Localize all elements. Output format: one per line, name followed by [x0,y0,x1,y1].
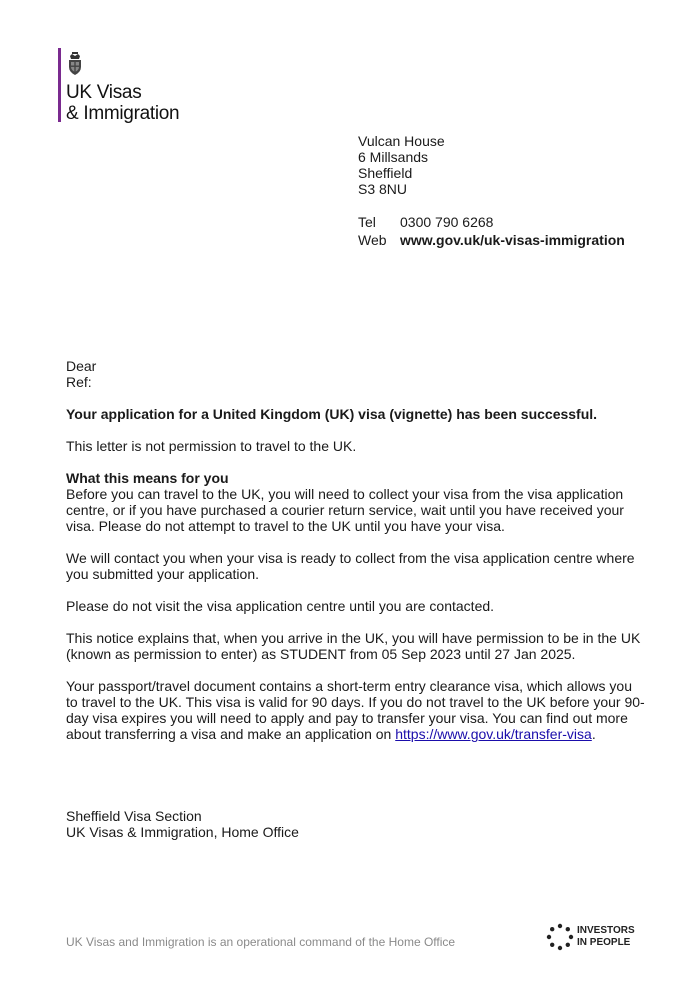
royal-crest-icon [67,52,83,76]
logo-wordmark [66,82,179,124]
investors-in-people-icon [546,923,574,951]
address-line: Vulcan House [358,133,445,149]
contact-paragraph: We will contact you when your visa is ready to collect from the visa application centre where you submitted your application. [66,550,635,582]
reference-label: Ref: [66,374,92,390]
passport-end: . [591,726,596,742]
what-section [66,470,646,534]
tel-label: Tel [358,214,376,230]
signature-block [66,808,299,840]
passport-paragraph [66,678,646,742]
iip-line-2: IN PEOPLE [577,937,631,948]
not-permission-notice: This letter is not permission to travel to the UK. [66,438,357,454]
passport-text: Your passport/travel document contains a short-term entry clearance visa, which allows you to travel to the UK. This visa is valid for 90 days. If you do not travel to the UK before your 90-day visa expires you will need to apply and pay to transfer your visa. You can find out more about transferring a visa and make an application on [66,678,645,742]
what-heading: What this means for you [66,470,229,486]
tel-row [358,213,625,231]
address-line: Sheffield [358,165,413,181]
logo-line-1: UK Visas [66,82,142,103]
address-line: 6 Millsands [358,149,429,165]
collect-paragraph: Before you can travel to the UK, you will need to collect your visa from the visa application centre, or if you have purchased a courier return service, wait until you have received your visa. Please do not attempt to travel to the UK until you have your visa. [66,486,624,534]
signature-line-2: UK Visas & Immigration, Home Office [66,824,299,840]
logo-accent-bar [58,48,61,122]
footer-text: UK Visas and Immigration is an operational command of the Home Office [66,935,456,949]
web-row [358,231,625,249]
contact-details [358,213,625,249]
signature-line-1: Sheffield Visa Section [66,808,202,824]
investors-in-people-logo [546,922,638,952]
logo-line-2: & Immigration [66,103,180,124]
transfer-visa-link[interactable]: https://www.gov.uk/transfer-visa [395,726,592,742]
web-value: www.gov.uk/uk-visas-immigration [400,232,625,248]
web-label: Web [358,232,387,248]
sender-address [358,133,445,197]
address-line: S3 8NU [358,181,408,197]
letter-body [66,358,646,758]
notice-paragraph: This notice explains that, when you arrive in the UK, you will have permission to be in the UK (known as permission to enter) as STUDENT from 05 Sep 2023 until 27 Jan 2025. [66,630,641,662]
salutation [66,358,646,390]
iip-wordmark [577,925,635,949]
tel-value: 0300 790 6268 [400,214,494,230]
iip-line-1: INVESTORS [577,925,635,936]
visit-paragraph: Please do not visit the visa application centre until you are contacted. [66,598,495,614]
greeting: Dear [66,358,97,374]
headline: Your application for a United Kingdom (UK) visa (vignette) has been successful. [66,406,598,422]
